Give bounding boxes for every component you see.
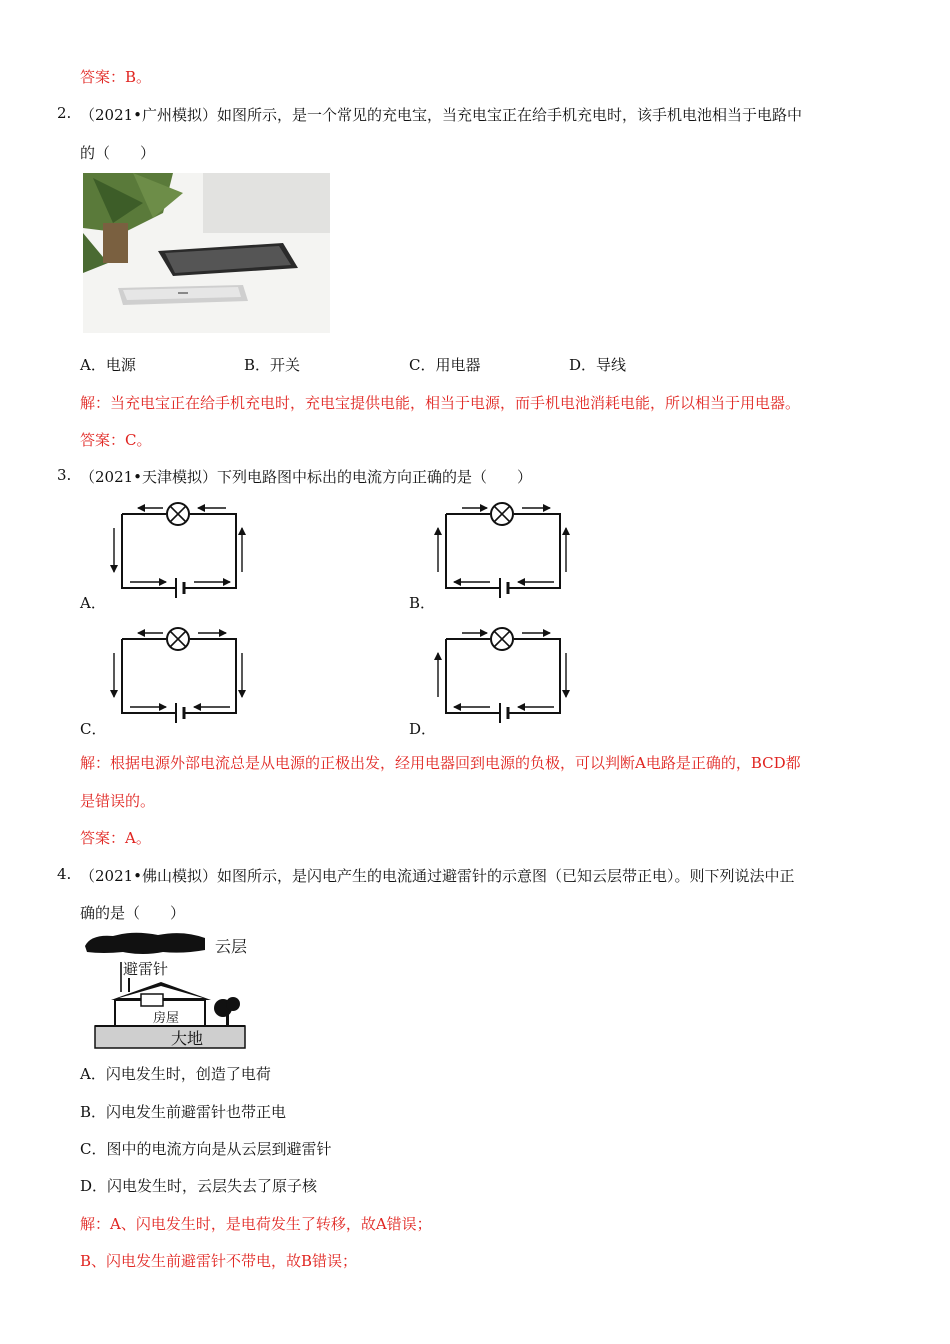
q2-number: 2. — [57, 104, 72, 122]
q3-option-a: A． — [80, 594, 106, 612]
q3-number: 3. — [57, 466, 72, 484]
q4-option-a: A．闪电发生时，创造了电荷 — [80, 1065, 271, 1083]
q3-solution-line1: 解：根据电源外部电流总是从电源的正极出发，经用电器回到电源的负极，可以判断A电路是正确的，BCD都 — [80, 754, 801, 772]
q3-option-c: C． — [80, 720, 107, 738]
q2-stem-line1: （2021•广州模拟）如图所示，是一个常见的充电宝，当充电宝正在给手机充电时，该手机电池相当于电路中 — [80, 106, 803, 124]
q4-stem-line2: 确的是（ ） — [80, 904, 186, 922]
q2-option-d: D．导线 — [569, 356, 627, 374]
q3-option-d: D． — [409, 720, 437, 738]
q2-option-c: C．用电器 — [409, 356, 481, 374]
q2-option-b: B．开关 — [244, 356, 301, 374]
circuit-c — [108, 625, 258, 730]
q4-option-b: B．闪电发生前避雷针也带正电 — [80, 1103, 287, 1121]
q4-solution-line1: 解：A、闪电发生时，是电荷发生了转移，故A错误； — [80, 1215, 432, 1233]
q2-answer: 答案：C。 — [80, 431, 152, 449]
circuit-d — [432, 625, 582, 730]
circuit-b — [432, 500, 582, 605]
q2-stem-line2: 的（ ） — [80, 144, 156, 162]
q2-solution: 解：当充电宝正在给手机充电时，充电宝提供电能，相当于电源，而手机电池消耗电能，所以相当于用电器。 — [80, 394, 801, 412]
q4-solution-line2: B、闪电发生前避雷针不带电，故B错误； — [80, 1252, 358, 1270]
power-bank-photo — [83, 173, 330, 333]
q3-solution-line2: 是错误的。 — [80, 792, 156, 810]
ground-label: 大地 — [171, 1029, 204, 1048]
q4-option-c: C．图中的电流方向是从云层到避雷针 — [80, 1140, 332, 1158]
q4-stem-line1: （2021•佛山模拟）如图所示，是闪电产生的电流通过避雷针的示意图（已知云层带正电）。则下列说法中正 — [80, 867, 795, 885]
q3-option-b: B． — [409, 594, 436, 612]
circuit-a — [108, 500, 258, 605]
cloud-label: 云层 — [215, 937, 248, 956]
rod-label: 避雷针 — [123, 960, 169, 978]
q3-answer: 答案：A。 — [80, 829, 151, 847]
lightning-rod-diagram — [83, 930, 258, 1050]
house-label: 房屋 — [153, 1011, 180, 1026]
q4-number: 4. — [57, 865, 72, 883]
q4-option-d: D．闪电发生时，云层失去了原子核 — [80, 1177, 318, 1195]
q3-stem: （2021•天津模拟）下列电路图中标出的电流方向正确的是（ ） — [80, 468, 533, 486]
q2-option-a: A．电源 — [80, 356, 136, 374]
q1-answer: 答案：B。 — [80, 68, 152, 86]
